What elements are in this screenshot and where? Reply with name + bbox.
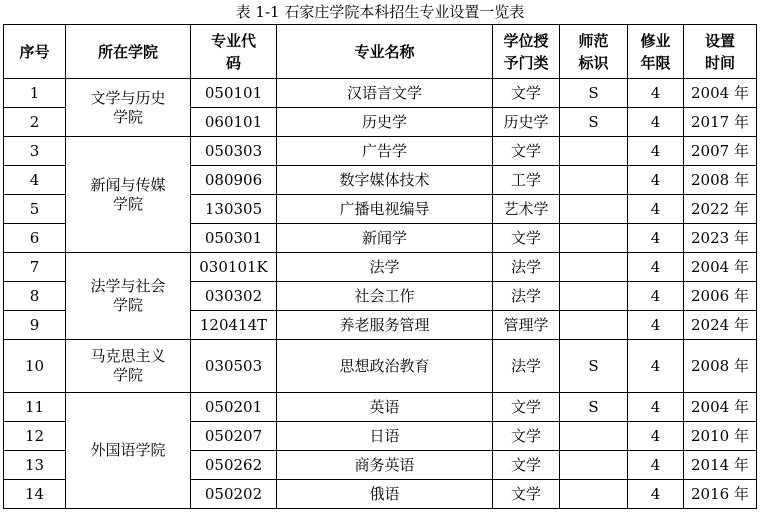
- cell-seq: 11: [4, 393, 66, 422]
- cell-degree: 文学: [493, 480, 560, 509]
- header-code-line: 专业代: [210, 31, 256, 50]
- college-name-line: 文学与历史: [90, 88, 166, 107]
- cell-degree: 艺术学: [493, 195, 560, 224]
- cell-name: 日语: [277, 422, 493, 451]
- cell-years: 4: [628, 340, 684, 393]
- header-normal: [560, 25, 628, 79]
- cell-seq: 6: [4, 224, 66, 253]
- cell-college: [66, 137, 191, 253]
- cell-year: 2017 年: [684, 108, 757, 137]
- cell-year: 2007 年: [684, 137, 757, 166]
- header-normal-line: 师范: [578, 31, 609, 50]
- cell-normal: S: [560, 108, 628, 137]
- header-degree-line: 予门类: [503, 53, 549, 72]
- cell-years: 4: [628, 108, 684, 137]
- cell-normal: [560, 224, 628, 253]
- cell-year: 2004 年: [684, 79, 757, 108]
- header-years: [628, 25, 684, 79]
- cell-years: 4: [628, 137, 684, 166]
- cell-college: [66, 253, 191, 340]
- cell-year: 2014 年: [684, 451, 757, 480]
- cell-name: 数字媒体技术: [277, 166, 493, 195]
- cell-normal: [560, 422, 628, 451]
- cell-year: 2006 年: [684, 282, 757, 311]
- college-name-line: 学院: [112, 107, 143, 126]
- cell-degree: 法学: [493, 282, 560, 311]
- cell-normal: [560, 166, 628, 195]
- cell-normal: [560, 451, 628, 480]
- header-degree-line: 学位授: [503, 31, 549, 50]
- cell-code: 050101: [191, 79, 277, 108]
- cell-seq: 3: [4, 137, 66, 166]
- cell-degree: 文学: [493, 137, 560, 166]
- cell-seq: 8: [4, 282, 66, 311]
- cell-degree: 文学: [493, 393, 560, 422]
- cell-degree: 文学: [493, 224, 560, 253]
- cell-seq: 12: [4, 422, 66, 451]
- cell-normal: S: [560, 79, 628, 108]
- cell-code: 050207: [191, 422, 277, 451]
- cell-year: 2023 年: [684, 224, 757, 253]
- cell-code: 050303: [191, 137, 277, 166]
- cell-years: 4: [628, 422, 684, 451]
- cell-years: 4: [628, 166, 684, 195]
- college-name-line: 新闻与传媒: [90, 175, 166, 194]
- cell-college: [66, 340, 191, 393]
- cell-seq: 9: [4, 311, 66, 340]
- cell-seq: 7: [4, 253, 66, 282]
- cell-years: 4: [628, 393, 684, 422]
- cell-normal: [560, 480, 628, 509]
- cell-code: 030101K: [191, 253, 277, 282]
- cell-code: 050301: [191, 224, 277, 253]
- cell-name: 商务英语: [277, 451, 493, 480]
- cell-name: 法学: [277, 253, 493, 282]
- cell-normal: [560, 137, 628, 166]
- cell-name: 历史学: [277, 108, 493, 137]
- cell-degree: 法学: [493, 340, 560, 393]
- college-name-line: 马克思主义: [90, 347, 166, 365]
- header-code-line: 码: [225, 53, 241, 72]
- table-row: [4, 393, 757, 422]
- header-normal-line: 标识: [578, 53, 609, 72]
- cell-degree: 历史学: [493, 108, 560, 137]
- cell-years: 4: [628, 282, 684, 311]
- header-set-time: [684, 25, 757, 79]
- cell-seq: 5: [4, 195, 66, 224]
- table-caption: 表 1-1 石家庄学院本科招生专业设置一览表: [235, 3, 525, 21]
- cell-degree: 管理学: [493, 311, 560, 340]
- cell-code: 050201: [191, 393, 277, 422]
- cell-year: 2016 年: [684, 480, 757, 509]
- college-name-line: 外国语学院: [90, 441, 166, 459]
- cell-name: 汉语言文学: [277, 79, 493, 108]
- cell-years: 4: [628, 253, 684, 282]
- header-row: [4, 25, 757, 79]
- cell-name: 养老服务管理: [277, 311, 493, 340]
- cell-year: 2024 年: [684, 311, 757, 340]
- college-name-line: 学院: [112, 194, 143, 213]
- cell-seq: 13: [4, 451, 66, 480]
- table-body: [4, 79, 757, 509]
- cell-seq: 10: [4, 340, 66, 393]
- college-name-line: 学院: [112, 366, 143, 384]
- cell-seq: 14: [4, 480, 66, 509]
- cell-normal: [560, 311, 628, 340]
- cell-name: 新闻学: [277, 224, 493, 253]
- cell-years: 4: [628, 79, 684, 108]
- cell-code: 080906: [191, 166, 277, 195]
- cell-year: 2008 年: [684, 340, 757, 393]
- cell-years: 4: [628, 451, 684, 480]
- header-years-line: 年限: [640, 53, 671, 72]
- cell-year: 2004 年: [684, 253, 757, 282]
- cell-degree: 工学: [493, 166, 560, 195]
- cell-seq: 1: [4, 79, 66, 108]
- cell-college: [66, 393, 191, 509]
- cell-normal: [560, 195, 628, 224]
- cell-normal: [560, 253, 628, 282]
- table-row: [4, 253, 757, 282]
- header-set-time-line: 时间: [704, 53, 735, 72]
- cell-year: 2022 年: [684, 195, 757, 224]
- cell-years: 4: [628, 224, 684, 253]
- cell-code: 120414T: [191, 311, 277, 340]
- header-name: 专业名称: [277, 25, 493, 79]
- cell-years: 4: [628, 195, 684, 224]
- cell-years: 4: [628, 311, 684, 340]
- header-college: 所在学院: [66, 25, 191, 79]
- cell-name: 英语: [277, 393, 493, 422]
- cell-degree: 文学: [493, 79, 560, 108]
- cell-degree: 文学: [493, 422, 560, 451]
- cell-code: 060101: [191, 108, 277, 137]
- cell-seq: 2: [4, 108, 66, 137]
- cell-code: 030302: [191, 282, 277, 311]
- cell-code: 050262: [191, 451, 277, 480]
- cell-year: 2010 年: [684, 422, 757, 451]
- header-years-line: 修业: [640, 31, 671, 50]
- cell-degree: 法学: [493, 253, 560, 282]
- cell-code: 130305: [191, 195, 277, 224]
- header-code: [191, 25, 277, 79]
- cell-name: 思想政治教育: [277, 340, 493, 393]
- cell-year: 2004 年: [684, 393, 757, 422]
- cell-college: [66, 79, 191, 137]
- cell-name: 广播电视编导: [277, 195, 493, 224]
- cell-code: 030503: [191, 340, 277, 393]
- college-name-line: 法学与社会: [90, 277, 166, 295]
- table-row: [4, 137, 757, 166]
- header-degree: [493, 25, 560, 79]
- table-row: [4, 79, 757, 108]
- majors-table: [3, 24, 757, 509]
- cell-normal: S: [560, 393, 628, 422]
- header-set-time-line: 设置: [704, 31, 735, 50]
- cell-name: 广告学: [277, 137, 493, 166]
- cell-code: 050202: [191, 480, 277, 509]
- cell-name: 社会工作: [277, 282, 493, 311]
- cell-degree: 文学: [493, 451, 560, 480]
- header-seq: 序号: [4, 25, 66, 79]
- table-row: [4, 340, 757, 393]
- cell-seq: 4: [4, 166, 66, 195]
- cell-normal: S: [560, 340, 628, 393]
- cell-normal: [560, 282, 628, 311]
- college-name-line: 学院: [112, 296, 143, 314]
- cell-name: 俄语: [277, 480, 493, 509]
- cell-year: 2008 年: [684, 166, 757, 195]
- cell-years: 4: [628, 480, 684, 509]
